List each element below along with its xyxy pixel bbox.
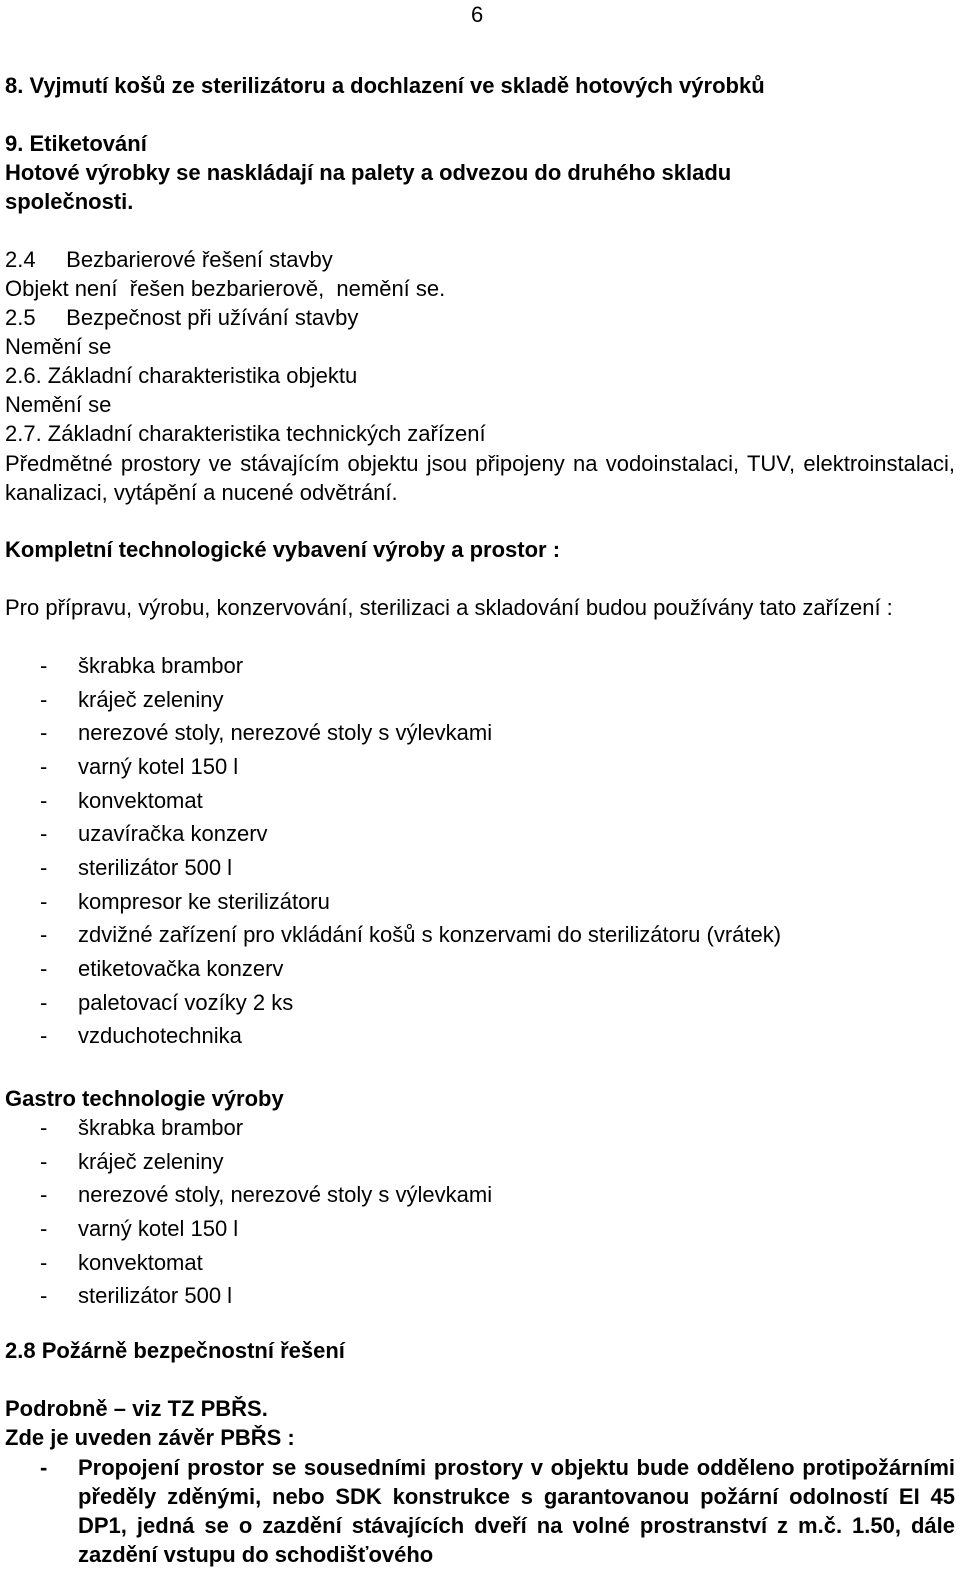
- pbrs-reference: Podrobně – viz TZ PBŘS.: [5, 1396, 268, 1421]
- list-dash: -: [40, 754, 48, 779]
- list-dash: -: [40, 720, 48, 745]
- list-item-text: škrabka brambor: [78, 1115, 244, 1140]
- gastro-heading: Gastro technologie výroby: [5, 1086, 284, 1111]
- section-2-8-heading: 2.8 Požárně bezpečnostní řešení: [5, 1338, 345, 1363]
- list-item-text: škrabka brambor: [78, 653, 244, 678]
- list-dash: -: [40, 956, 48, 981]
- list-item-text: paletovací vozíky 2 ks: [78, 990, 294, 1015]
- list-item: [40, 990, 293, 1016]
- step-9-text-line-1: Hotové výrobky se naskládají na palety a odvezou do druhého skladu: [5, 160, 732, 185]
- list-dash: -: [40, 990, 48, 1015]
- list-item-text: sterilizátor 500 l: [78, 1283, 233, 1308]
- section-2-6-text: Nemění se: [5, 392, 112, 417]
- section-2-5-text: Nemění se: [5, 334, 112, 359]
- list-item: [40, 1023, 242, 1049]
- list-dash: -: [40, 1216, 48, 1241]
- list-item-text: nerezové stoly, nerezové stoly s výlevkami: [78, 1182, 493, 1207]
- list-item: [40, 1115, 243, 1141]
- list-item-text: etiketovačka konzerv: [78, 956, 284, 981]
- list-dash: -: [40, 1182, 48, 1207]
- list-item-text: kompresor ke sterilizátoru: [78, 889, 330, 914]
- list-item-text: sterilizátor 500 l: [78, 855, 233, 880]
- list-item-text: vzduchotechnika: [78, 1023, 242, 1048]
- list-item-text: nerezové stoly, nerezové stoly s výlevkami: [78, 720, 493, 745]
- page-number: 6: [471, 2, 484, 27]
- section-2-4-text: Objekt není řešen bezbarierově, nemění se.: [5, 276, 446, 301]
- section-2-7-paragraph: Předmětné prostory ve stávajícím objektu jsou připojeny na vodoinstalaci, TUV, elektroinstalaci, kanalizaci, vytápění a nucené odvětrání.: [5, 451, 955, 505]
- list-item-text: kráječ zeleniny: [78, 1149, 224, 1174]
- list-item: [40, 653, 243, 679]
- list-dash: -: [40, 821, 48, 846]
- step-9-text-line-2: společnosti.: [5, 189, 134, 214]
- list-dash: -: [40, 788, 48, 813]
- list-item: [40, 1250, 203, 1276]
- section-2-6-heading: 2.6. Základní charakteristika objektu: [5, 363, 358, 388]
- list-item-text: varný kotel 150 l: [78, 754, 239, 779]
- list-dash: -: [40, 653, 48, 678]
- list-dash: -: [40, 889, 48, 914]
- section-2-7-heading: 2.7. Základní charakteristika technických zařízení: [5, 421, 486, 446]
- list-item: [40, 956, 283, 982]
- list-dash: -: [40, 1455, 48, 1480]
- list-dash: -: [40, 922, 48, 947]
- list-item-text: konvektomat: [78, 788, 203, 813]
- list-item: [40, 922, 781, 948]
- list-item-text: kráječ zeleniny: [78, 687, 224, 712]
- pbrs-conclusion-heading: Zde je uveden závěr PBŘS :: [5, 1425, 295, 1450]
- list-item-text: konvektomat: [78, 1250, 203, 1275]
- list-item: [40, 788, 203, 814]
- list-dash: -: [40, 1250, 48, 1275]
- list-dash: -: [40, 1283, 48, 1308]
- step-8-heading: 8. Vyjmutí košů ze sterilizátoru a dochlazení ve skladě hotových výrobků: [5, 73, 765, 98]
- list-item: [40, 821, 268, 847]
- list-item: [40, 720, 492, 746]
- list-item-text: uzavíračka konzerv: [78, 821, 268, 846]
- list-item: [40, 687, 224, 713]
- list-dash: -: [40, 687, 48, 712]
- list-item: [40, 754, 238, 780]
- list-dash: -: [40, 855, 48, 880]
- list-item: [40, 1149, 224, 1175]
- step-9-heading: 9. Etiketování: [5, 131, 147, 156]
- list-item-text: zdvižné zařízení pro vkládání košů s konzervami do sterilizátoru (vrátek): [78, 922, 782, 947]
- list-dash: -: [40, 1023, 48, 1048]
- list-dash: -: [40, 1115, 48, 1140]
- fire-safety-item-text: Propojení prostor se sousedními prostory v objektu bude odděleno protipožárními předěly zděnými, nebo SDK konstrukce s garantovanou požární odolností EI 45 DP1, jedná se o zazdění stávajících dveří na volné prostranství z m.č. 1.50, dále zazdění vstupu do schodišťového: [78, 1455, 955, 1567]
- list-dash: -: [40, 1149, 48, 1174]
- list-item: [40, 1182, 492, 1208]
- list-item: [40, 855, 232, 881]
- list-item-text: varný kotel 150 l: [78, 1216, 239, 1241]
- equipment-heading: Kompletní technologické vybavení výroby a prostor :: [5, 537, 561, 562]
- section-2-4-heading: 2.4 Bezbarierové řešení stavby: [5, 247, 333, 272]
- list-item: [40, 889, 330, 915]
- section-2-5-heading: 2.5 Bezpečnost při užívání stavby: [5, 305, 359, 330]
- list-item: [40, 1283, 232, 1309]
- list-item: [40, 1216, 238, 1242]
- equipment-intro-paragraph: Pro přípravu, výrobu, konzervování, sterilizaci a skladování budou používány tato zařízení :: [5, 595, 893, 620]
